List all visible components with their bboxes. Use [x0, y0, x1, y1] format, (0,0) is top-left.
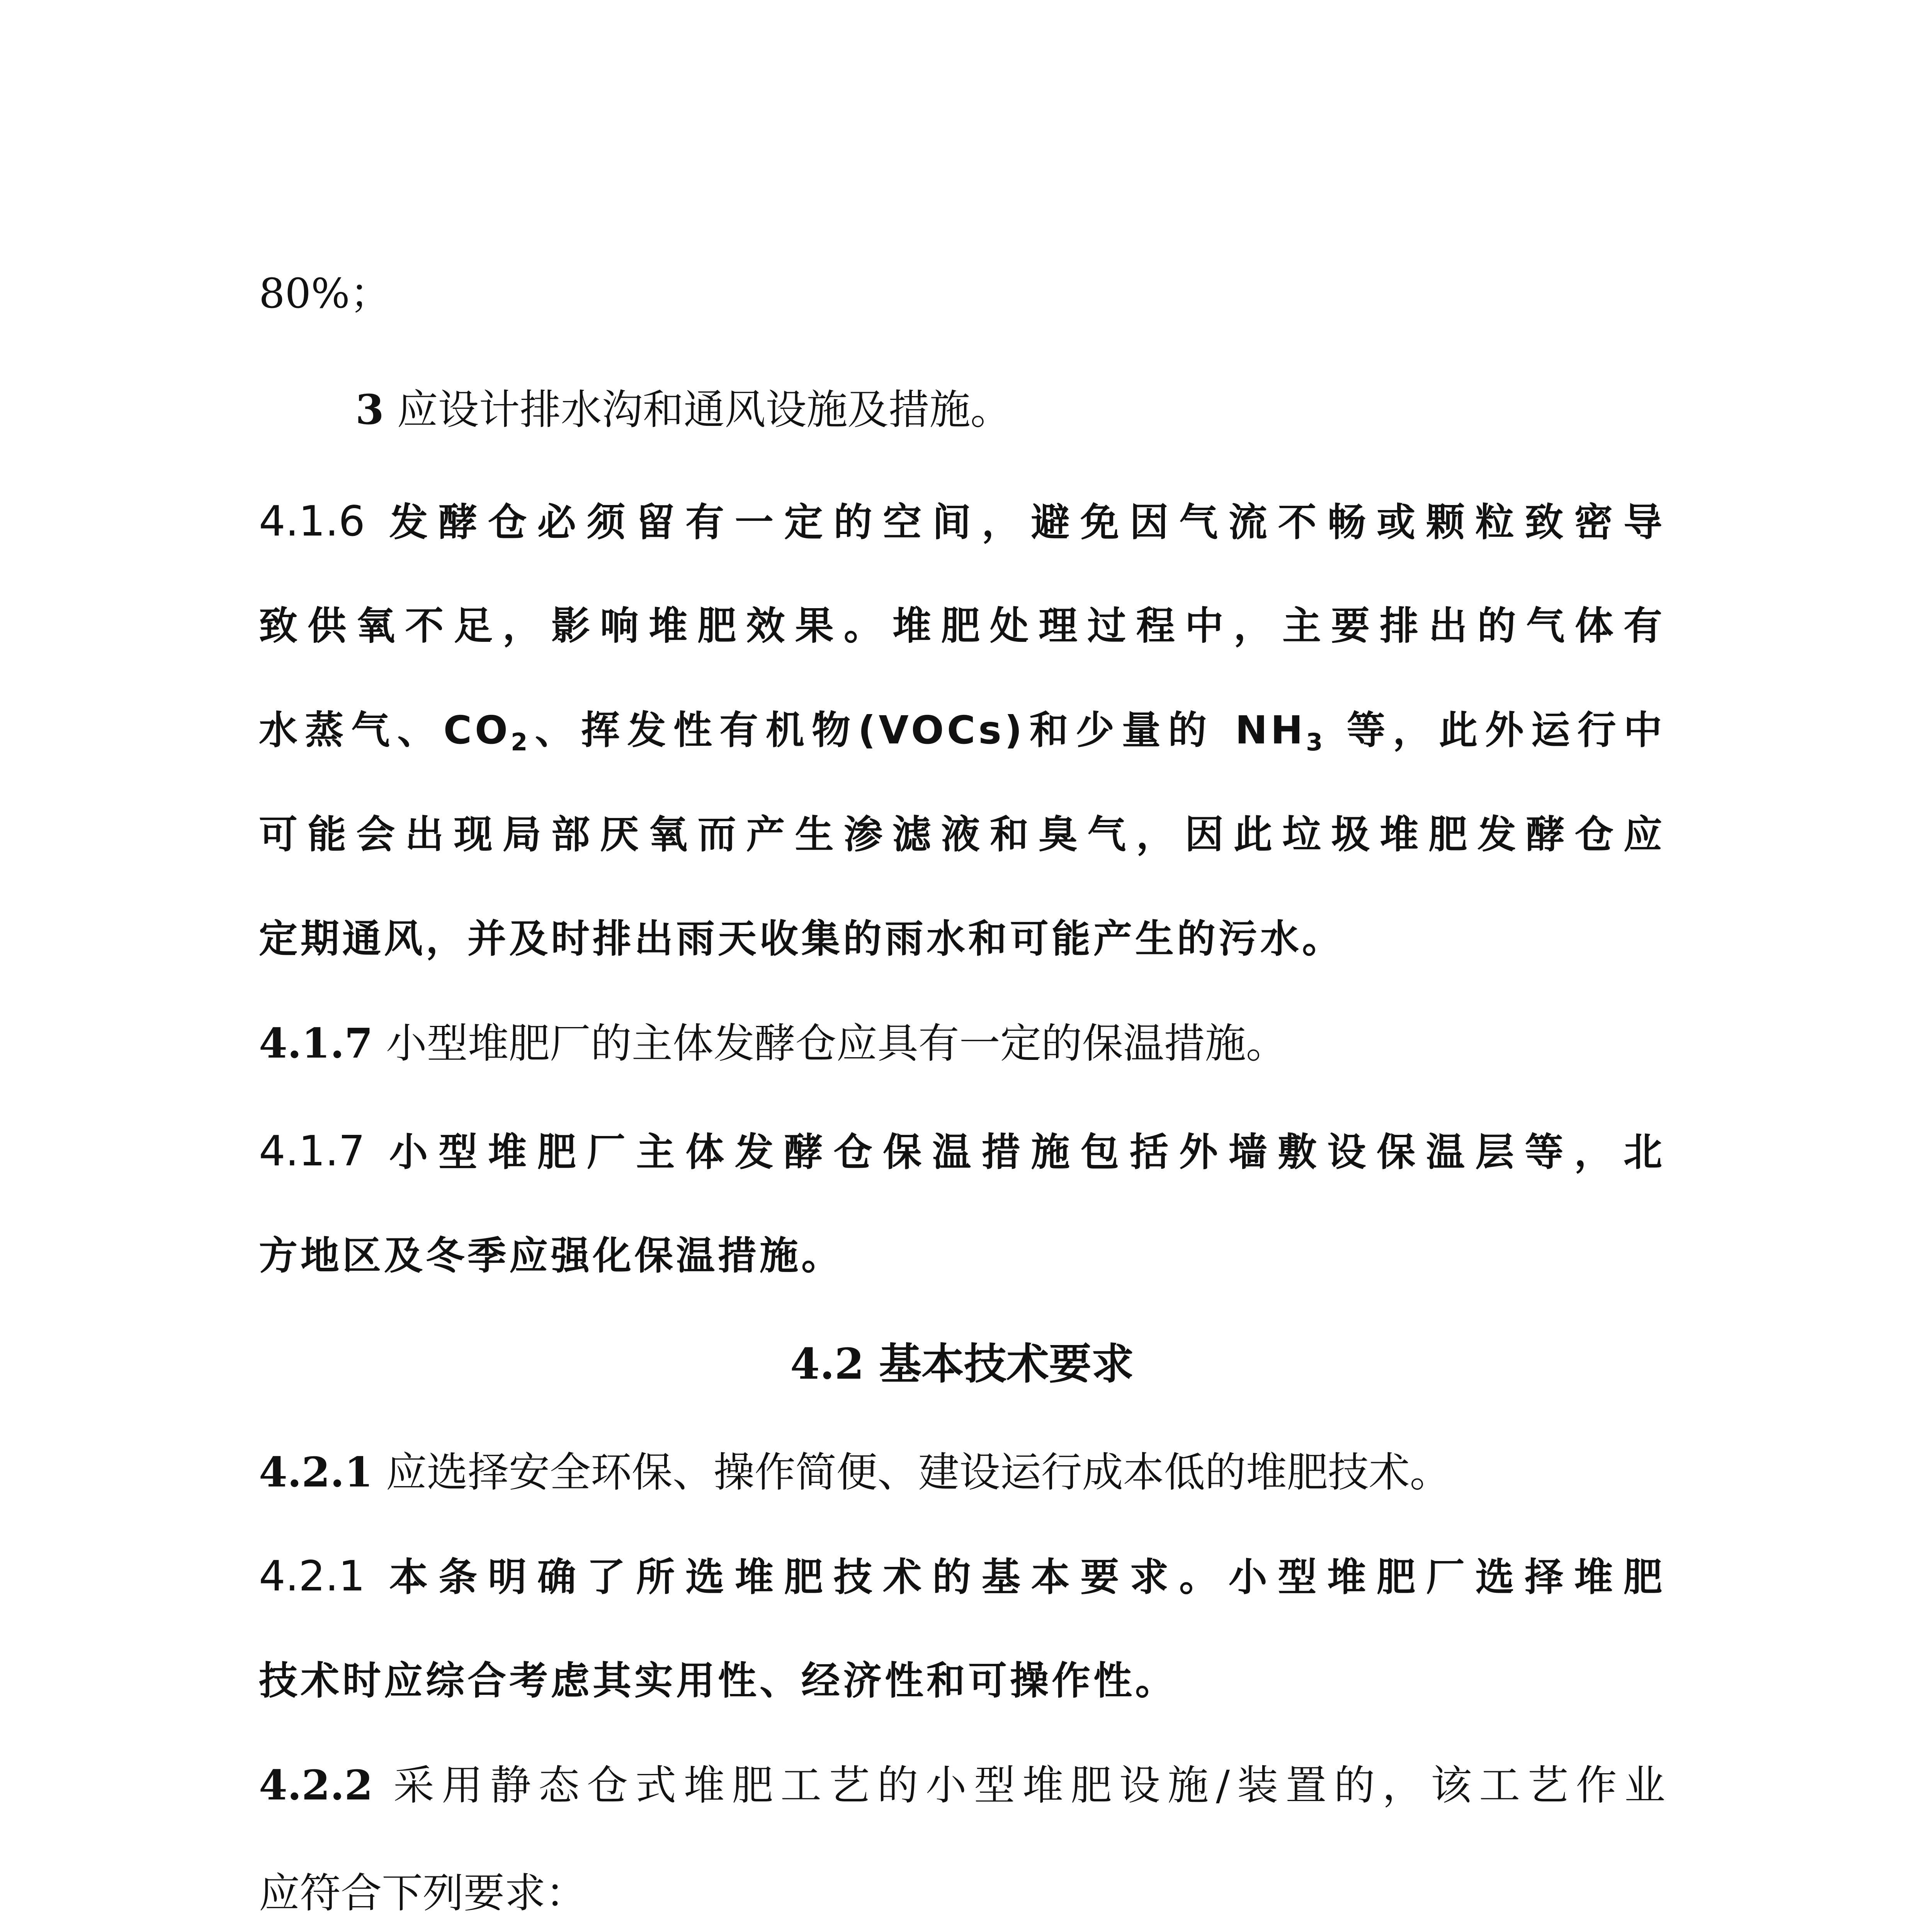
commentary-line	[259, 587, 1665, 665]
clause-text: 小型堆肥厂的主体发酵仓应具有一定的保温措施。	[386, 1020, 1287, 1067]
clause-text: 采用静态仓式堆肥工艺的小型堆肥设施/装置的，该工艺作业	[393, 1762, 1665, 1809]
list-item	[355, 371, 1011, 448]
text: 80%；	[259, 270, 391, 317]
section-heading: 4.2 基本技术要求	[790, 1339, 1134, 1389]
commentary-text: 技术时应综合考虑其实用性、经济性和可操作性。	[259, 1658, 1177, 1703]
clause-number: 4.1.7	[259, 1019, 373, 1067]
item-number: 3	[355, 385, 384, 434]
clause-text: 应选择安全环保、操作简便、建设运行成本低的堆肥技术。	[386, 1449, 1451, 1496]
clause-number: 4.1.7	[259, 1127, 365, 1175]
clause-line	[259, 1747, 1665, 1824]
commentary-line	[259, 900, 1344, 978]
clause-number: 4.2.1	[259, 1552, 365, 1600]
commentary-text: 定期通风，并及时排出雨天收集的雨水和可能产生的污水。	[259, 916, 1344, 961]
commentary-line	[259, 1538, 1665, 1615]
clause-line	[259, 1434, 1451, 1511]
commentary-line	[259, 483, 1665, 560]
commentary-text: 致供氧不足，影响堆肥效果。堆肥处理过程中，主要排出的气体有	[259, 603, 1665, 648]
commentary-line	[259, 1642, 1177, 1719]
commentary-line	[259, 1113, 1665, 1190]
commentary-text: 方地区及冬季应强化保温措施。	[259, 1233, 843, 1278]
item-text: 应设计排水沟和通风设施及措施。	[397, 386, 1012, 434]
clause-number: 4.1.6	[259, 497, 365, 546]
text: 应符合下列要求：	[259, 1869, 587, 1917]
commentary-text: 可能会出现局部厌氧而产生渗滤液和臭气，因此垃圾堆肥发酵仓应	[259, 812, 1665, 857]
clause-number: 4.2.2	[259, 1761, 373, 1809]
commentary-line	[259, 692, 1665, 769]
clause-line	[259, 1005, 1287, 1082]
paragraph-line	[259, 1855, 587, 1932]
commentary-line	[259, 1217, 843, 1294]
commentary-line	[259, 796, 1665, 873]
commentary-text: 小型堆肥厂主体发酵仓保温措施包括外墙敷设保温层等，北	[389, 1129, 1665, 1175]
clause-number: 4.2.1	[259, 1448, 373, 1496]
commentary-text: 水蒸气、$CO_2$、挥发性有机物(VOCs)和少量的 $NH_3$ 等，此外运行中	[259, 707, 1665, 756]
commentary-text: 发酵仓必须留有一定的空间，避免因气流不畅或颗粒致密导	[389, 500, 1665, 545]
commentary-text: 本条明确了所选堆肥技术的基本要求。小型堆肥厂选择堆肥	[389, 1554, 1665, 1600]
paragraph-line	[259, 255, 391, 332]
